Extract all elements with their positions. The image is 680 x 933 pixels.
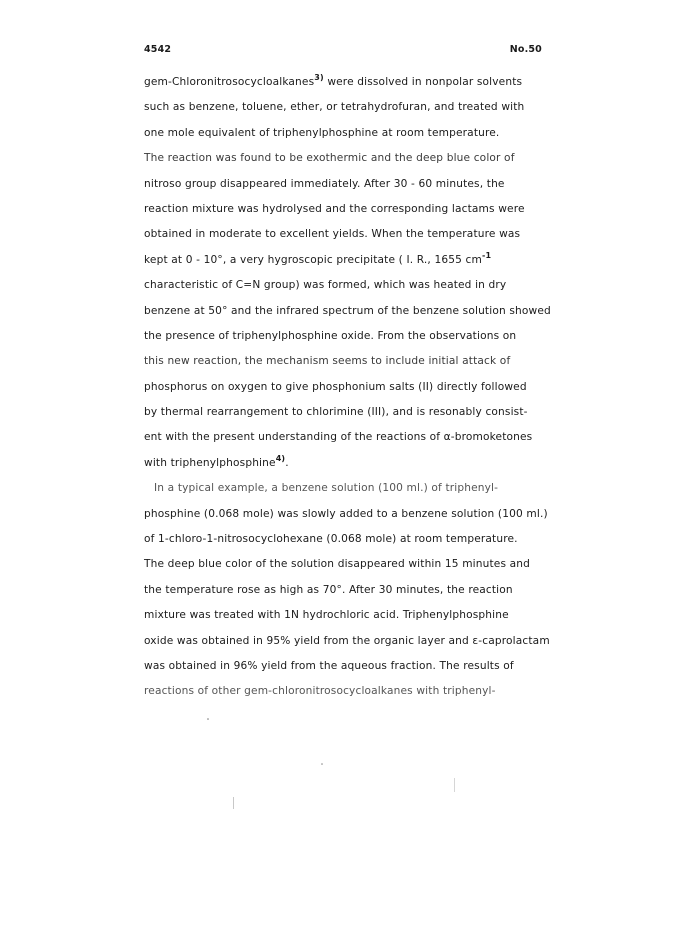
text-line: with triphenylphosphine$^{4)}$. — [144, 453, 289, 469]
scan-speck — [233, 797, 234, 809]
text-line: one mole equivalent of triphenylphosphine at room temperature. — [144, 126, 500, 139]
scan-speck — [207, 718, 209, 720]
text-line: benzene at 50° and the infrared spectrum of the benzene solution showed — [144, 304, 551, 317]
text-line: The reaction was found to be exothermic and the deep blue color of — [144, 152, 515, 165]
text-line: phosphine (0.068 mole) was slowly added to a benzene solution (100 ml.) — [144, 507, 548, 520]
text-line: reaction mixture was hydrolysed and the corresponding lactams were — [144, 202, 525, 215]
text-line: characteristic of C=N group) was formed, which was heated in dry — [144, 279, 507, 292]
text-line: kept at 0 - 10°, a very hygroscopic precipitate ( I. R., 1655 $cm^{-1}$ — [144, 250, 492, 266]
page-header — [144, 44, 542, 60]
text-line: the temperature rose as high as 70°. After 30 minutes, the reaction — [144, 583, 513, 596]
page-number: 4542 — [144, 44, 172, 55]
paragraph-mechanism — [144, 70, 551, 476]
scan-speck — [454, 778, 455, 792]
article-body — [144, 70, 551, 705]
text-line: this new reaction, the mechanism seems to include initial attack of — [144, 355, 511, 368]
text-line: ent with the present understanding of the reactions of α-bromoketones — [144, 431, 533, 444]
text-line: reactions of other gem-chloronitrosocycloalkanes with triphenyl- — [144, 685, 496, 698]
text-line: such as benzene, toluene, ether, or tetrahydrofuran, and treated with — [144, 101, 525, 114]
scan-speck — [321, 763, 323, 765]
citation-superscript: 4) — [275, 453, 286, 463]
text-line: obtained in moderate to excellent yields. When the temperature was — [144, 228, 521, 241]
journal-issue: No.50 — [509, 44, 542, 55]
text-line: gem-Chloronitrosocycloalkanes$^{3)}$ were dissolved in nonpolar solvents — [144, 73, 523, 88]
text-line: the presence of triphenylphosphine oxide. From the observations on — [144, 329, 517, 342]
text-line: The deep blue color of the solution disappeared within 15 minutes and — [144, 558, 531, 571]
text-line: phosphorus on oxygen to give phosphonium salts (II) directly followed — [144, 380, 527, 393]
text-line: In a typical example, a benzene solution (100 ml.) of triphenyl- — [154, 482, 499, 495]
text-line: mixture was treated with 1N hydrochloric acid. Triphenylphosphine — [144, 609, 509, 622]
text-line: nitroso group disappeared immediately. After 30 - 60 minutes, the — [144, 177, 505, 190]
citation-superscript: 3) — [314, 73, 324, 82]
paragraph-experimental — [144, 476, 550, 705]
text-line: of 1-chloro-1-nitrosocyclohexane (0.068 mole) at room temperature. — [144, 533, 518, 546]
superscript: -1 — [481, 250, 492, 260]
text-line: was obtained in 96% yield from the aqueous fraction. The results of — [144, 659, 514, 672]
text-line: by thermal rearrangement to chlorimine (III), and is resonably consist- — [144, 406, 528, 419]
text-line: oxide was obtained in 95% yield from the organic layer and ε-caprolactam — [144, 634, 550, 647]
